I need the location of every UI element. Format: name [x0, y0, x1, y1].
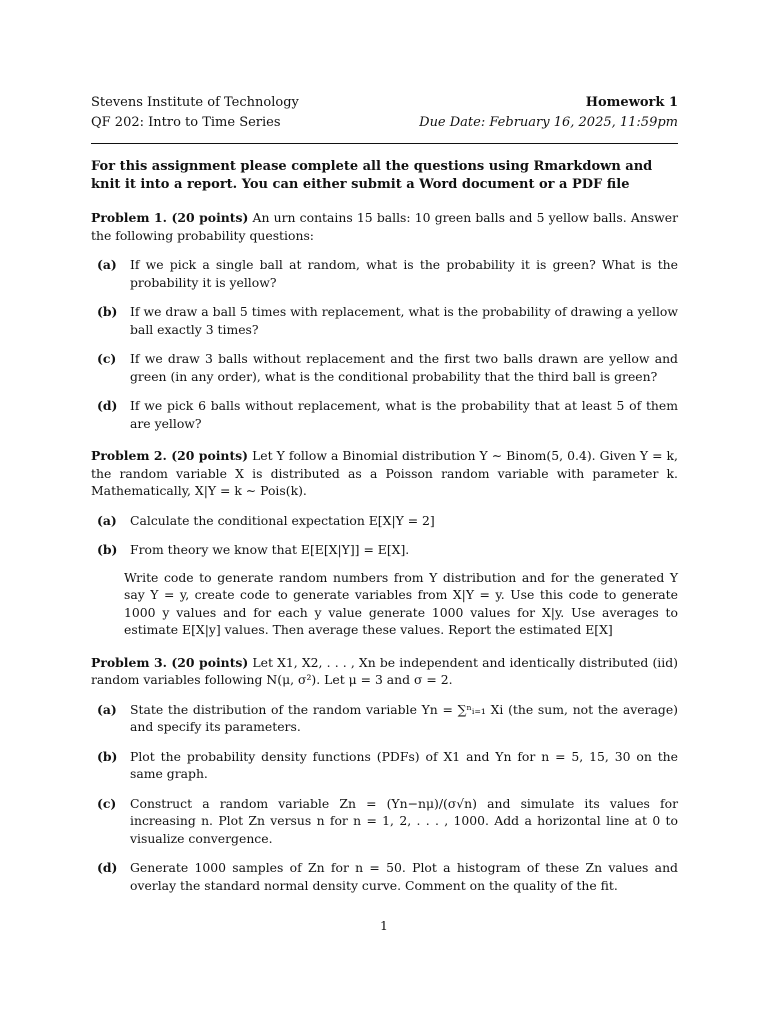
- item-text: Generate 1000 samples of Zn for n = 50. Plot a histogram of these Zn values and overlay the standard normal density curve. Comment on the quality of the fit.: [130, 860, 678, 893]
- item-label: (a): [97, 257, 117, 272]
- item-text: If we pick 6 balls without replacement, what is the probability that at least 5 of them are yellow?: [130, 398, 678, 431]
- intro-paragraph: For this assignment please complete all the questions using Rmarkdown and knit it into a report. You can either submit a Word document or a PDF file: [91, 159, 653, 192]
- list-item: [91, 397, 678, 432]
- item-text: Plot the probability density functions (PDFs) of X1 and Yn for n = 5, 15, 30 on the same graph.: [130, 748, 678, 781]
- problem-3-items: [91, 701, 678, 895]
- list-item: [91, 541, 678, 559]
- list-item: [91, 748, 678, 783]
- item-label: (c): [97, 795, 117, 811]
- homework-title: Homework 1: [585, 95, 678, 110]
- problem-2-title: Problem 2. (20 points): [91, 448, 249, 463]
- item-text: If we pick a single ball at random, what is the probability it is green? What is the probability it is yellow?: [130, 257, 678, 290]
- item-label: (d): [97, 860, 118, 875]
- problem-2-text: Let Y follow a Binomial distribution Y ∼ Binom(5, 0.4). Given Y = k, the random variable X is distributed as a Poisson random variable with parameter k. Mathematically, X|Y = k ∼ Pois(k).: [91, 448, 679, 498]
- problem-2b-detail: Write code to generate random numbers from Y distribution and for the generated Y say Y = y, create code to generate variables from X|Y = y. Use this code to generate 1000 y values and for each y value generate 1000 values for X|y. Use averages to estimate E[X|y] values. Then average these values. Report the estimated E[X]: [124, 569, 678, 637]
- item-text: From theory we know that E[E[X|Y]] = E[X].: [130, 542, 410, 557]
- list-item: [91, 795, 678, 848]
- item-text: If we draw 3 balls without replacement and the first two balls drawn are yellow and green (in any order), what is the conditional probability that the third ball is green?: [130, 351, 678, 384]
- header-row-1: [91, 93, 678, 113]
- item-text: Calculate the conditional expectation E[X|Y = 2]: [130, 512, 435, 528]
- problem-2: [91, 447, 678, 500]
- item-text: If we draw a ball 5 times with replacement, what is the probability of drawing a yellow ball exactly 3 times?: [130, 304, 678, 337]
- problem-3: [91, 654, 678, 689]
- list-item: [91, 303, 678, 338]
- due-date: Due Date: February 16, 2025, 11:59pm: [419, 115, 678, 130]
- page-number: 1: [380, 918, 388, 933]
- institution: Stevens Institute of Technology: [91, 95, 299, 110]
- item-label: (d): [97, 398, 118, 413]
- header-divider: [91, 143, 678, 144]
- problem-1-text: An urn contains 15 balls: 10 green balls and 5 yellow balls. Answer the following probability questions:: [91, 210, 678, 243]
- problem-1: [91, 209, 678, 244]
- course-title: QF 202: Intro to Time Series: [91, 115, 281, 130]
- list-item: [91, 256, 678, 291]
- item-label: (c): [97, 351, 117, 366]
- list-item: [91, 701, 678, 736]
- list-item: [91, 512, 678, 530]
- problem-2-items: [91, 512, 678, 639]
- problem-1-title: Problem 1. (20 points): [91, 210, 249, 225]
- item-text: State the distribution of the random variable Yn = ∑ⁿᵢ₌₁ Xi (the sum, not the average) and specify its parameters.: [130, 701, 678, 734]
- problem-3-text: Let X1, X2, . . . , Xn be independent and identically distributed (iid) random variables following N(μ, σ²). Let μ = 3 and σ = 2.: [91, 654, 678, 687]
- header-row-2: [91, 113, 678, 133]
- problem-1-items: [91, 256, 678, 432]
- list-item: [91, 859, 678, 894]
- item-label: (b): [97, 304, 118, 319]
- item-label: (b): [97, 542, 118, 557]
- problem-3-title: Problem 3. (20 points): [91, 654, 249, 670]
- document-page: [91, 93, 678, 906]
- list-item: [91, 350, 678, 385]
- item-label: (b): [97, 748, 118, 764]
- item-text: Construct a random variable Zn = (Yn−nμ)/(σ√n) and simulate its values for increasing n. Plot Zn versus n for n = 1, 2, . . . , 1000. Add a horizontal line at 0 to visualize convergence.: [130, 795, 678, 846]
- item-label: (a): [97, 701, 117, 717]
- item-label: (a): [97, 512, 117, 528]
